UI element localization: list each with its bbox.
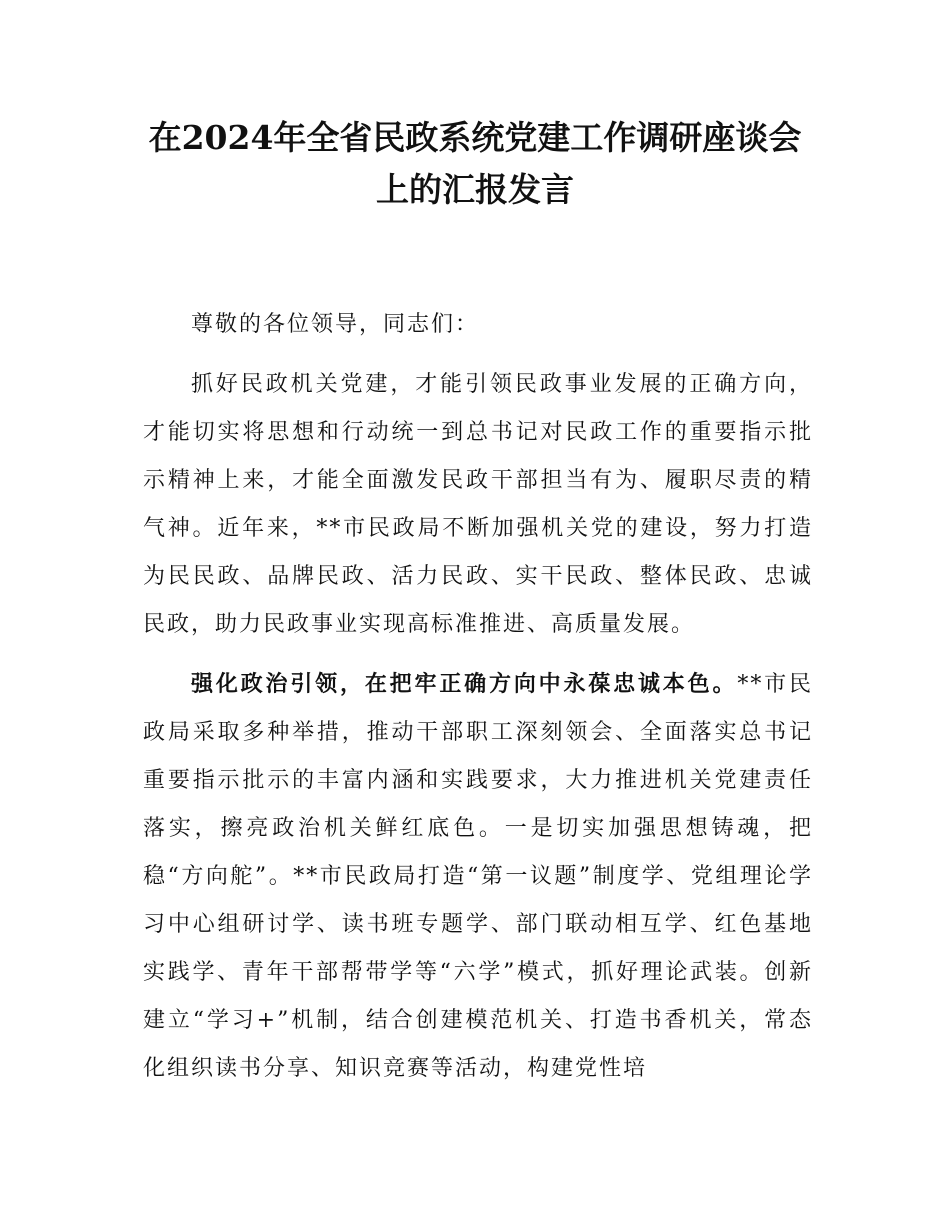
paragraph-2-body: **市民政局采取多种举措，推动干部职工深刻领会、全面落实总书记重要指示批示的丰富内涵和实践要求，大力推进机关党建责任落实，擦亮政治机关鲜红底色。一是切实加强思想铸魂，把稳“方向舵”。**市民政局打造“第一议题”制度学、党组理论学习中心组研讨学、读书班专题学、部门联动相互学、红色基地实践学、青年干部帮带学等“六学”模式，抓好理论武装。创新建立“学习+”机制，结合创建模范机关、打造书香机关，常态化组织读书分享、知识竞赛等活动，构建党性培 xyxy=(143,672,813,1081)
paragraph-2-heading: 强化政治引领，在把牢正确方向中永葆忠诚本色。 xyxy=(191,672,738,697)
document-title: 在2024年全省民政系统党建工作调研座谈会上的汇报发言 xyxy=(148,118,802,209)
paragraph-2 xyxy=(143,661,813,1093)
salutation: 尊敬的各位领导，同志们： xyxy=(191,312,480,337)
document-body xyxy=(143,301,813,1093)
paragraph-1: 抓好民政机关党建，才能引领民政事业发展的正确方向，才能切实将思想和行动统一到总书记对民政工作的重要指示批示精神上来，才能全面激发民政干部担当有为、履职尽责的精气神。近年来，**市民政局不断加强机关党的建设，努力打造为民民政、品牌民政、活力民政、实干民政、整体民政、忠诚民政，助力民政事业实现高标准推进、高质量发展。 xyxy=(143,372,813,637)
